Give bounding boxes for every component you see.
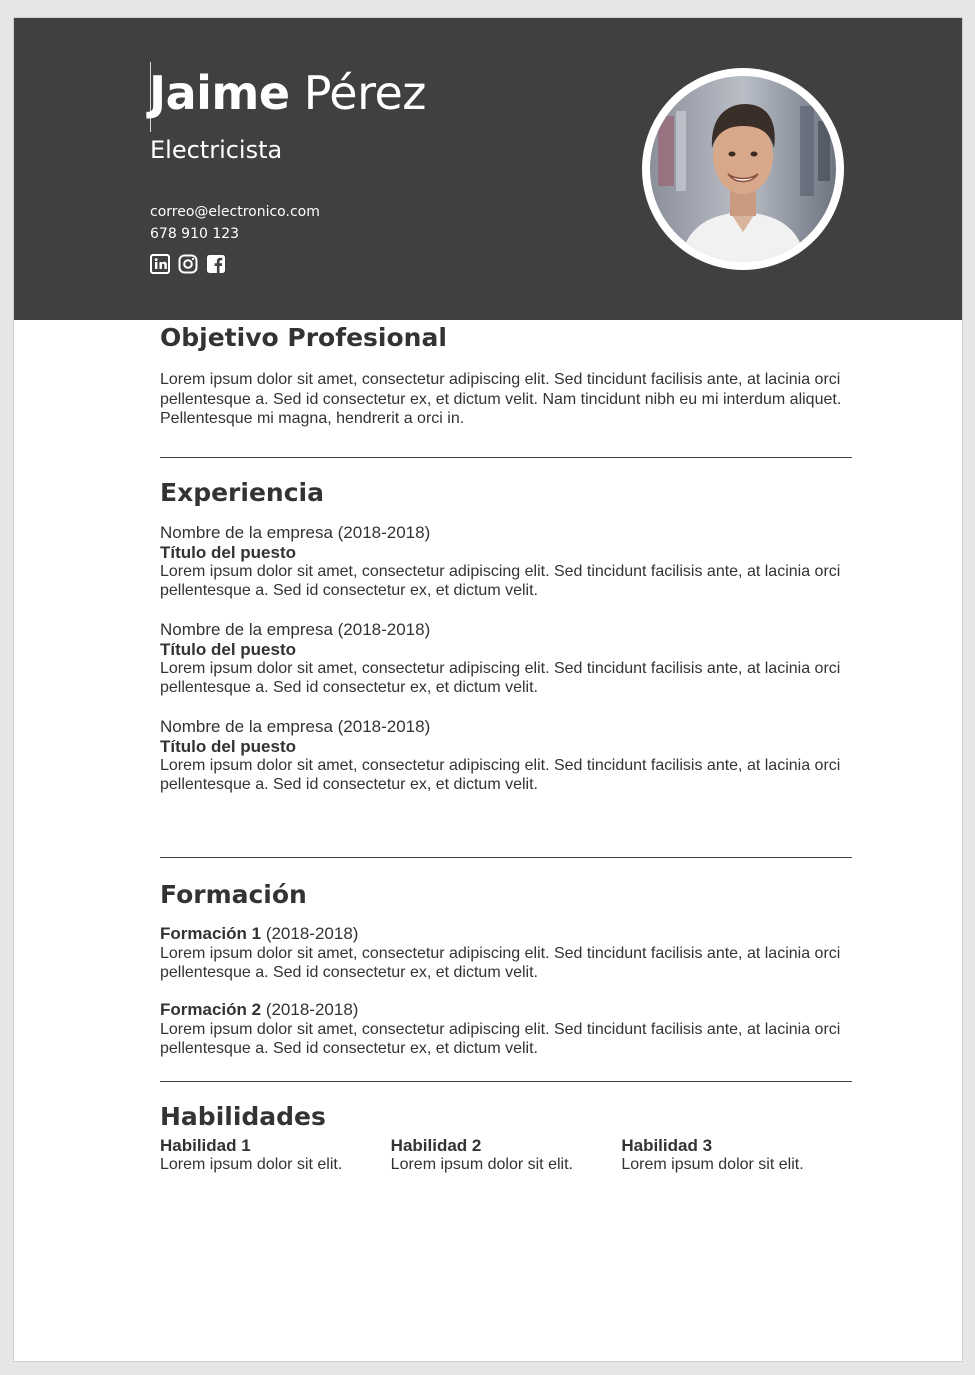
experience-item xyxy=(160,717,852,795)
skill-description: Lorem ipsum dolor sit elit. xyxy=(160,1155,343,1173)
linkedin-icon[interactable] xyxy=(150,254,170,274)
profile-photo[interactable] xyxy=(642,68,844,270)
education-title xyxy=(160,924,852,944)
education-dates: (2018-2018) xyxy=(261,923,359,943)
skill-description: Lorem ipsum dolor sit elit. xyxy=(390,1155,573,1173)
skill-title: Habilidad 1 xyxy=(160,1135,251,1155)
experience-item xyxy=(160,620,852,698)
job-title[interactable]: Electricista xyxy=(150,136,283,164)
education-item xyxy=(160,924,852,983)
first-name: Jaime xyxy=(149,66,290,120)
education-dates: (2018-2018) xyxy=(261,999,359,1019)
company-name: Nombre de la empresa (2018-2018) xyxy=(160,619,431,639)
education-item xyxy=(160,1000,852,1059)
skill-item xyxy=(160,1136,391,1174)
last-name: Pérez xyxy=(303,66,426,120)
instagram-icon[interactable] xyxy=(178,254,198,274)
position-description: Lorem ipsum dolor sit amet, consectetur adipiscing elit. Sed tincidunt facilisis ante, at lacinia orci pellentesque a. Sed id consectetur ex, et dictum velit. xyxy=(160,756,841,793)
experience-item xyxy=(160,523,852,601)
position-description: Lorem ipsum dolor sit amet, consectetur adipiscing elit. Sed tincidunt facilisis ante, at lacinia orci pellentesque a. Sed id consectetur ex, et dictum velit. xyxy=(160,659,841,696)
company-name: Nombre de la empresa (2018-2018) xyxy=(160,716,431,736)
position-title: Título del puesto xyxy=(160,736,296,756)
facebook-icon[interactable] xyxy=(206,254,226,274)
skill-title: Habilidad 3 xyxy=(621,1135,713,1155)
education-description: Lorem ipsum dolor sit amet, consectetur adipiscing elit. Sed tincidunt facilisis ante, at lacinia orci pellentesque a. Sed id consectetur ex, et dictum velit. xyxy=(160,1020,841,1057)
objective-heading: Objetivo Profesional xyxy=(160,323,447,352)
skill-item xyxy=(391,1136,622,1174)
experience-heading: Experiencia xyxy=(160,477,324,507)
education-title xyxy=(160,1000,852,1020)
resume-page xyxy=(13,17,963,1362)
objective-text: Lorem ipsum dolor sit amet, consectetur adipiscing elit. Sed tincidunt facilisis ante, at lacinia orci pellentesque a. Sed id consectetur ex, et dictum velit. Nam tincidunt nibh eu mi interdum aliquet. Pellentesque mi magna, hendrerit a orci in. xyxy=(160,371,842,427)
avatar-image xyxy=(650,76,836,262)
company-name: Nombre de la empresa (2018-2018) xyxy=(160,522,431,542)
email-text[interactable]: correo@electronico.com xyxy=(150,204,320,220)
education-description: Lorem ipsum dolor sit amet, consectetur adipiscing elit. Sed tincidunt facilisis ante, at lacinia orci pellentesque a. Sed id consectetur ex, et dictum velit. xyxy=(160,944,841,981)
position-title: Título del puesto xyxy=(160,542,296,562)
social-icons xyxy=(150,254,226,274)
skills-grid xyxy=(160,1136,852,1174)
skill-title: Habilidad 2 xyxy=(390,1135,482,1155)
education-heading: Formación xyxy=(160,879,307,909)
education-name: Formación 1 xyxy=(160,923,262,943)
skills-heading: Habilidades xyxy=(160,1101,326,1131)
candidate-name[interactable] xyxy=(149,66,426,120)
position-description: Lorem ipsum dolor sit amet, consectetur adipiscing elit. Sed tincidunt facilisis ante, at lacinia orci pellentesque a. Sed id consectetur ex, et dictum velit. xyxy=(160,562,841,599)
resume-header xyxy=(14,18,962,320)
resume-content xyxy=(160,320,852,1174)
phone-text[interactable]: 678 910 123 xyxy=(150,226,240,242)
skill-item xyxy=(621,1136,852,1174)
position-title: Título del puesto xyxy=(160,639,296,659)
education-name: Formación 2 xyxy=(160,999,262,1019)
skill-description: Lorem ipsum dolor sit elit. xyxy=(621,1155,804,1173)
